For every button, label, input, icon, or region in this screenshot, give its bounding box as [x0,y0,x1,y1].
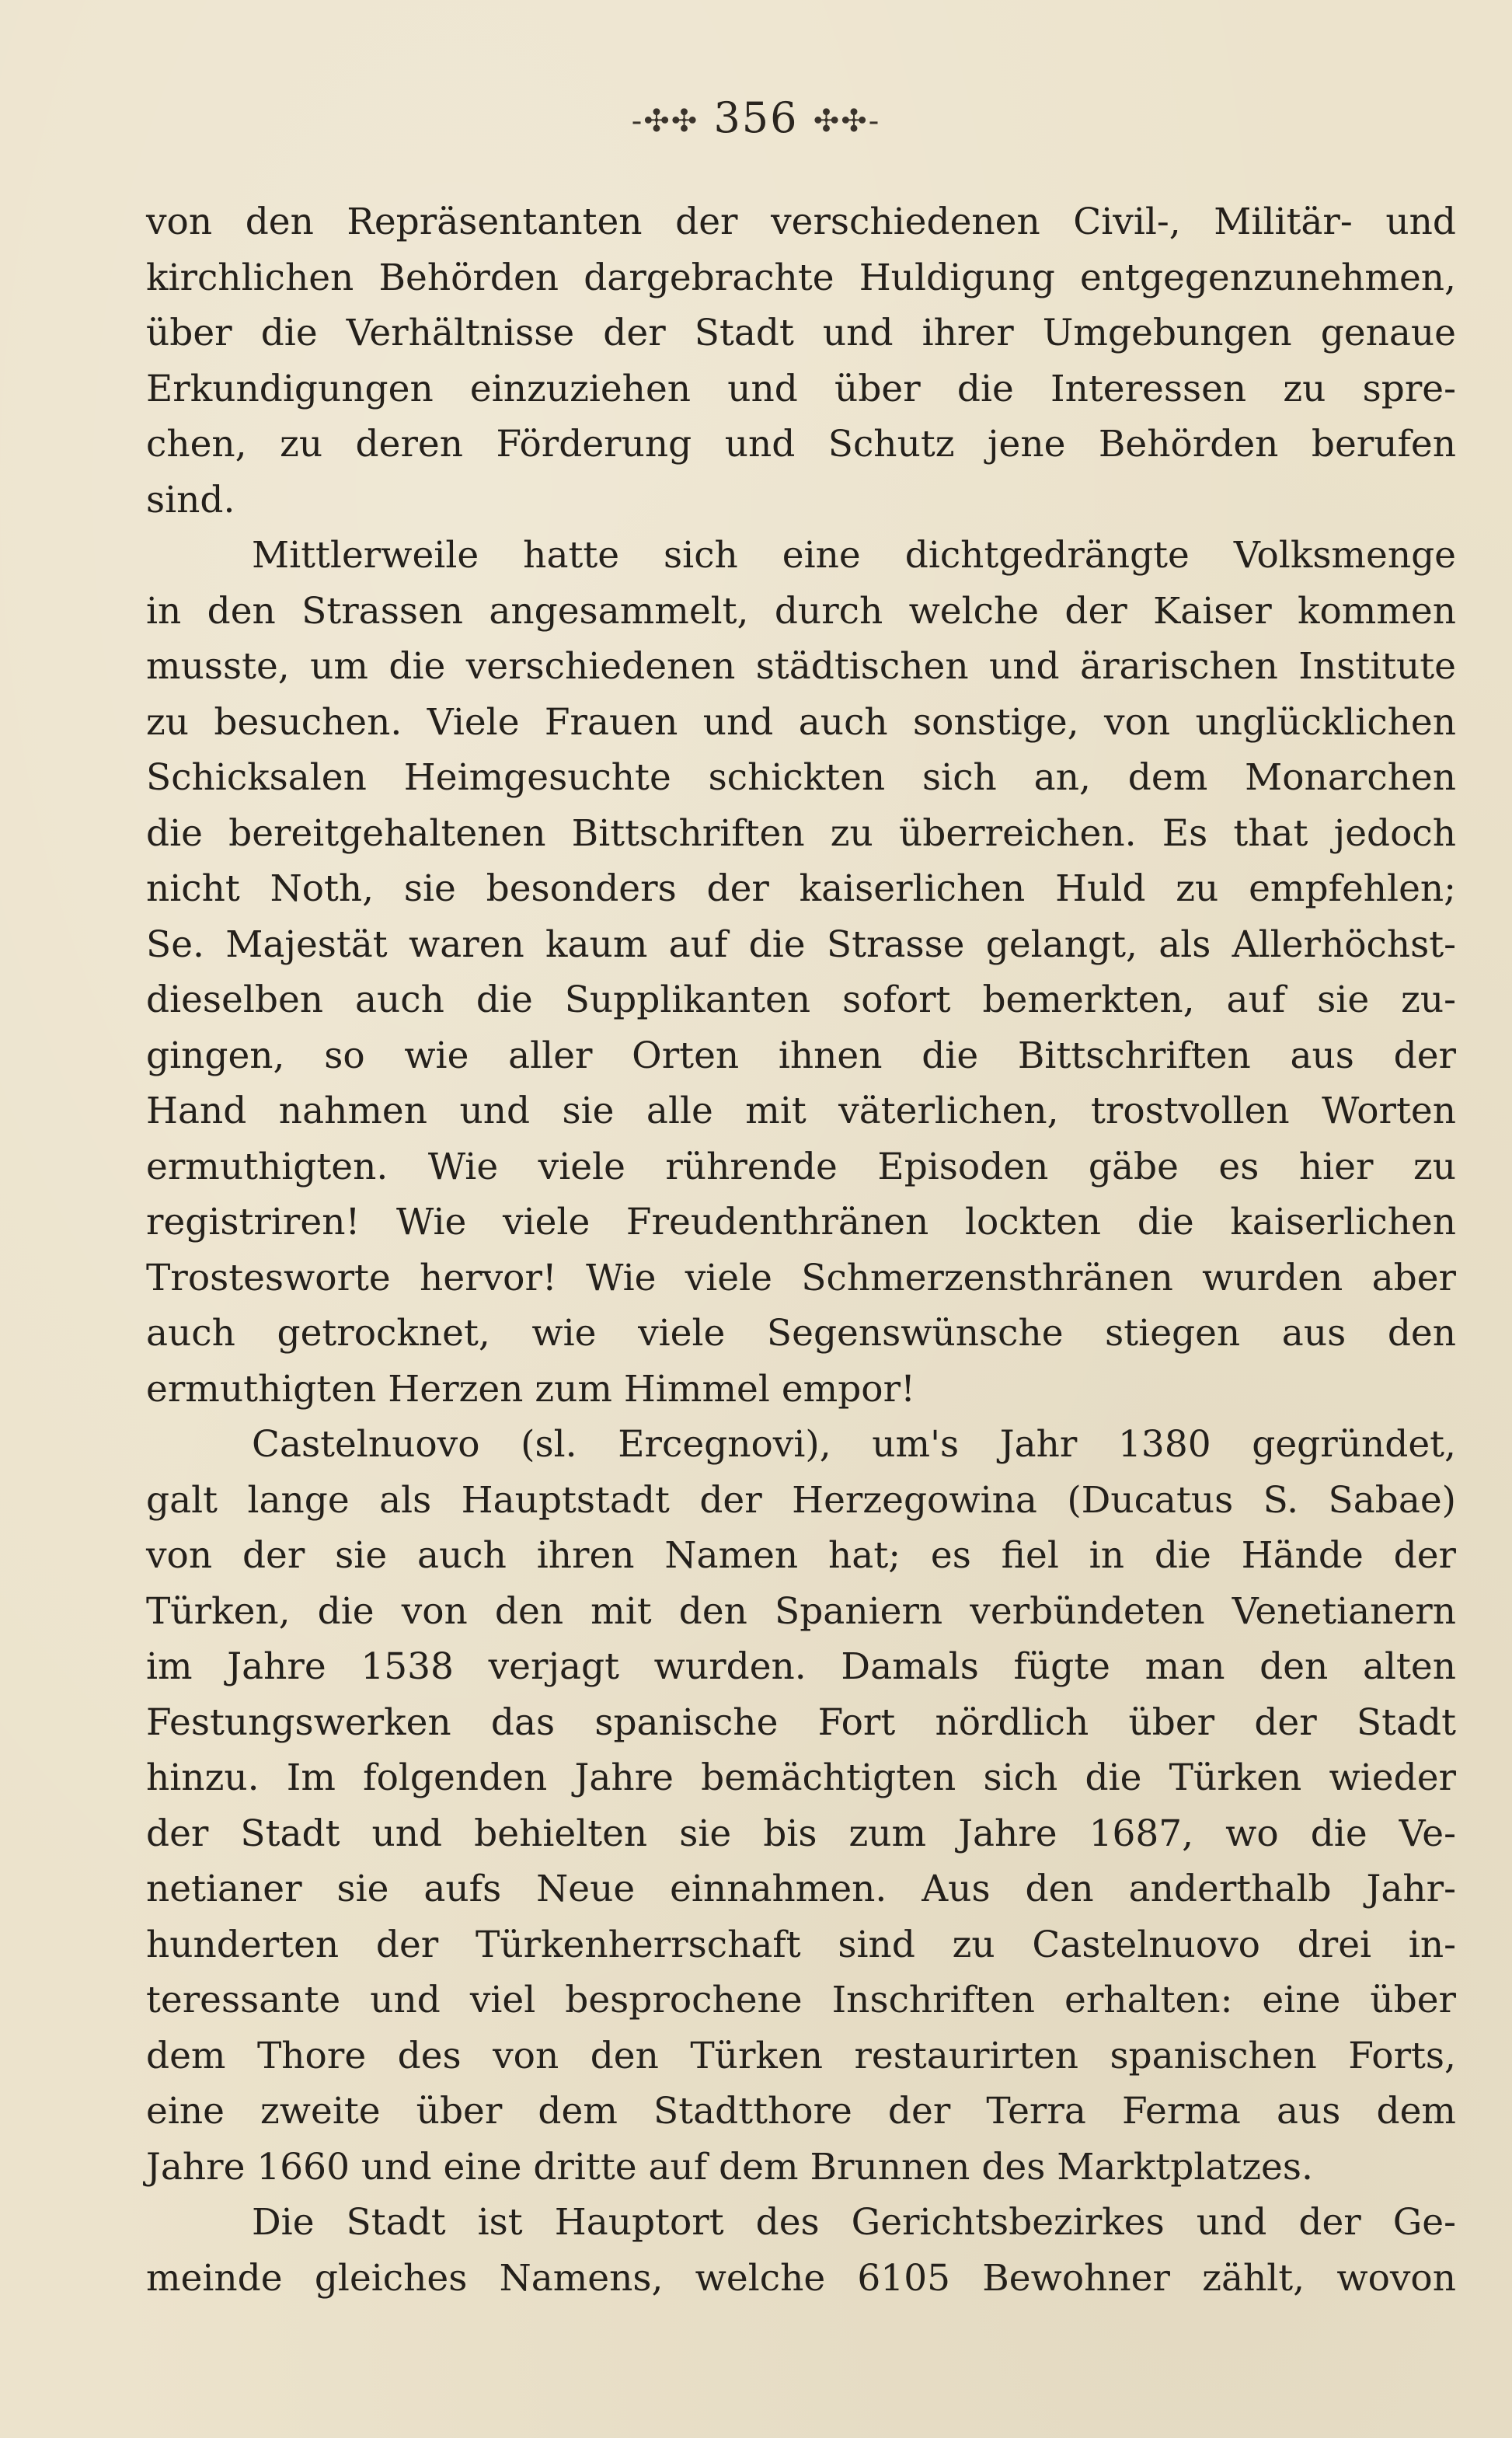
text-line: teressante und viel besprochene Inschriften erhalten: eine über [146,1979,1456,2021]
text-line: chen, zu deren Förderung und Schutz jene Behörden berufen [146,423,1456,466]
page-number: 356 [713,93,799,142]
text-line: Se. Majestät waren kaum auf die Strasse gelangt, als Allerhöchst- [146,923,1456,966]
text-line: netianer sie aufs Neue einnahmen. Aus den anderthalb Jahr- [146,1868,1456,1910]
ornament-left-icon: -✣✣ [631,103,699,139]
text-line: zu besuchen. Viele Frauen und auch sonstige, von unglücklichen [146,700,1456,744]
text-line: hinzu. Im folgenden Jahre bemächtigten sich die Türken wieder [146,1756,1456,1799]
text-line: kirchlichen Behörden dargebrachte Huldigung entgegenzunehmen, [146,256,1456,299]
text-line: sind. [146,478,235,521]
text-line: meinde gleiches Namens, welche 6105 Bewohner zählt, wovon [146,2256,1456,2300]
text-line: ermuthigten Herzen zum Himmel empor! [146,1367,915,1411]
body-text [146,194,1456,2306]
text-line: musste, um die verschiedenen städtischen und ärarischen Institute [146,645,1456,688]
text-line: ermuthigten. Wie viele rührende Episoden gäbe es hier zu [146,1145,1456,1188]
text-line: Türken, die von den mit den Spaniern verbündeten Venetianern [146,1589,1456,1633]
text-line: Jahre 1660 und eine dritte auf dem Brunnen des Marktplatzes. [146,2145,1313,2189]
text-line: galt lange als Hauptstadt der Herzegowina (Ducatus S. Sabae) [146,1478,1456,1522]
text-line: Castelnuovo (sl. Ercegnovi), um's Jahr 1380 gegründet, [252,1423,1456,1466]
text-line: von den Repräsentanten der verschiedenen Civil-, Militär- und [146,201,1456,243]
text-line: der Stadt und behielten sie bis zum Jahre 1687, wo die Ve- [146,1812,1456,1855]
text-line: eine zweite über dem Stadtthore der Terra Ferma aus dem [146,2090,1456,2133]
text-line: Festungswerken das spanische Fort nördlich über der Stadt [146,1700,1456,1744]
text-line: Trostesworte hervor! Wie viele Schmerzensthränen wurden aber [146,1256,1456,1299]
text-line: in den Strassen angesammelt, durch welche der Kaiser kommen [146,589,1456,633]
page-header [0,93,1512,142]
text-line: gingen, so wie aller Orten ihnen die Bittschriften aus der [146,1034,1456,1077]
text-line: die bereitgehaltenen Bittschriften zu überreichen. Es that jedoch [146,811,1456,855]
text-line: auch getrocknet, wie viele Segenswünsche stiegen aus den [146,1312,1456,1355]
text-line: dem Thore des von den Türken restaurirten spanischen Forts, [146,2034,1456,2077]
text-line: im Jahre 1538 verjagt wurden. Damals fügte man den alten [146,1645,1456,1688]
text-line: nicht Noth, sie besonders der kaiserlichen Huld zu empfehlen; [146,867,1456,910]
text-line: hunderten der Türkenherrschaft sind zu Castelnuovo drei in- [146,1923,1456,1966]
text-line: Hand nahmen und sie alle mit väterlichen, trostvollen Worten [146,1090,1456,1132]
text-line: Mittlerweile hatte sich eine dichtgedrängte Volksmenge [252,534,1456,577]
text-line: Die Stadt ist Hauptort des Gerichtsbezirkes und der Ge- [252,2201,1456,2244]
text-line: Erkundigungen einzuziehen und über die Interessen zu spre- [146,367,1456,410]
ornament-right-icon: ✣✣- [813,103,881,139]
text-line: registriren! Wie viele Freudenthränen lockten die kaiserlichen [146,1201,1456,1243]
text-line: über die Verhältnisse der Stadt und ihrer Umgebungen genaue [146,312,1456,354]
text-line: dieselben auch die Supplikanten sofort bemerkten, auf sie zu- [146,978,1456,1021]
text-line: von der sie auch ihren Namen hat; es fiel in die Hände der [146,1534,1456,1577]
text-line: Schicksalen Heimgesuchte schickten sich an, dem Monarchen [146,756,1456,799]
